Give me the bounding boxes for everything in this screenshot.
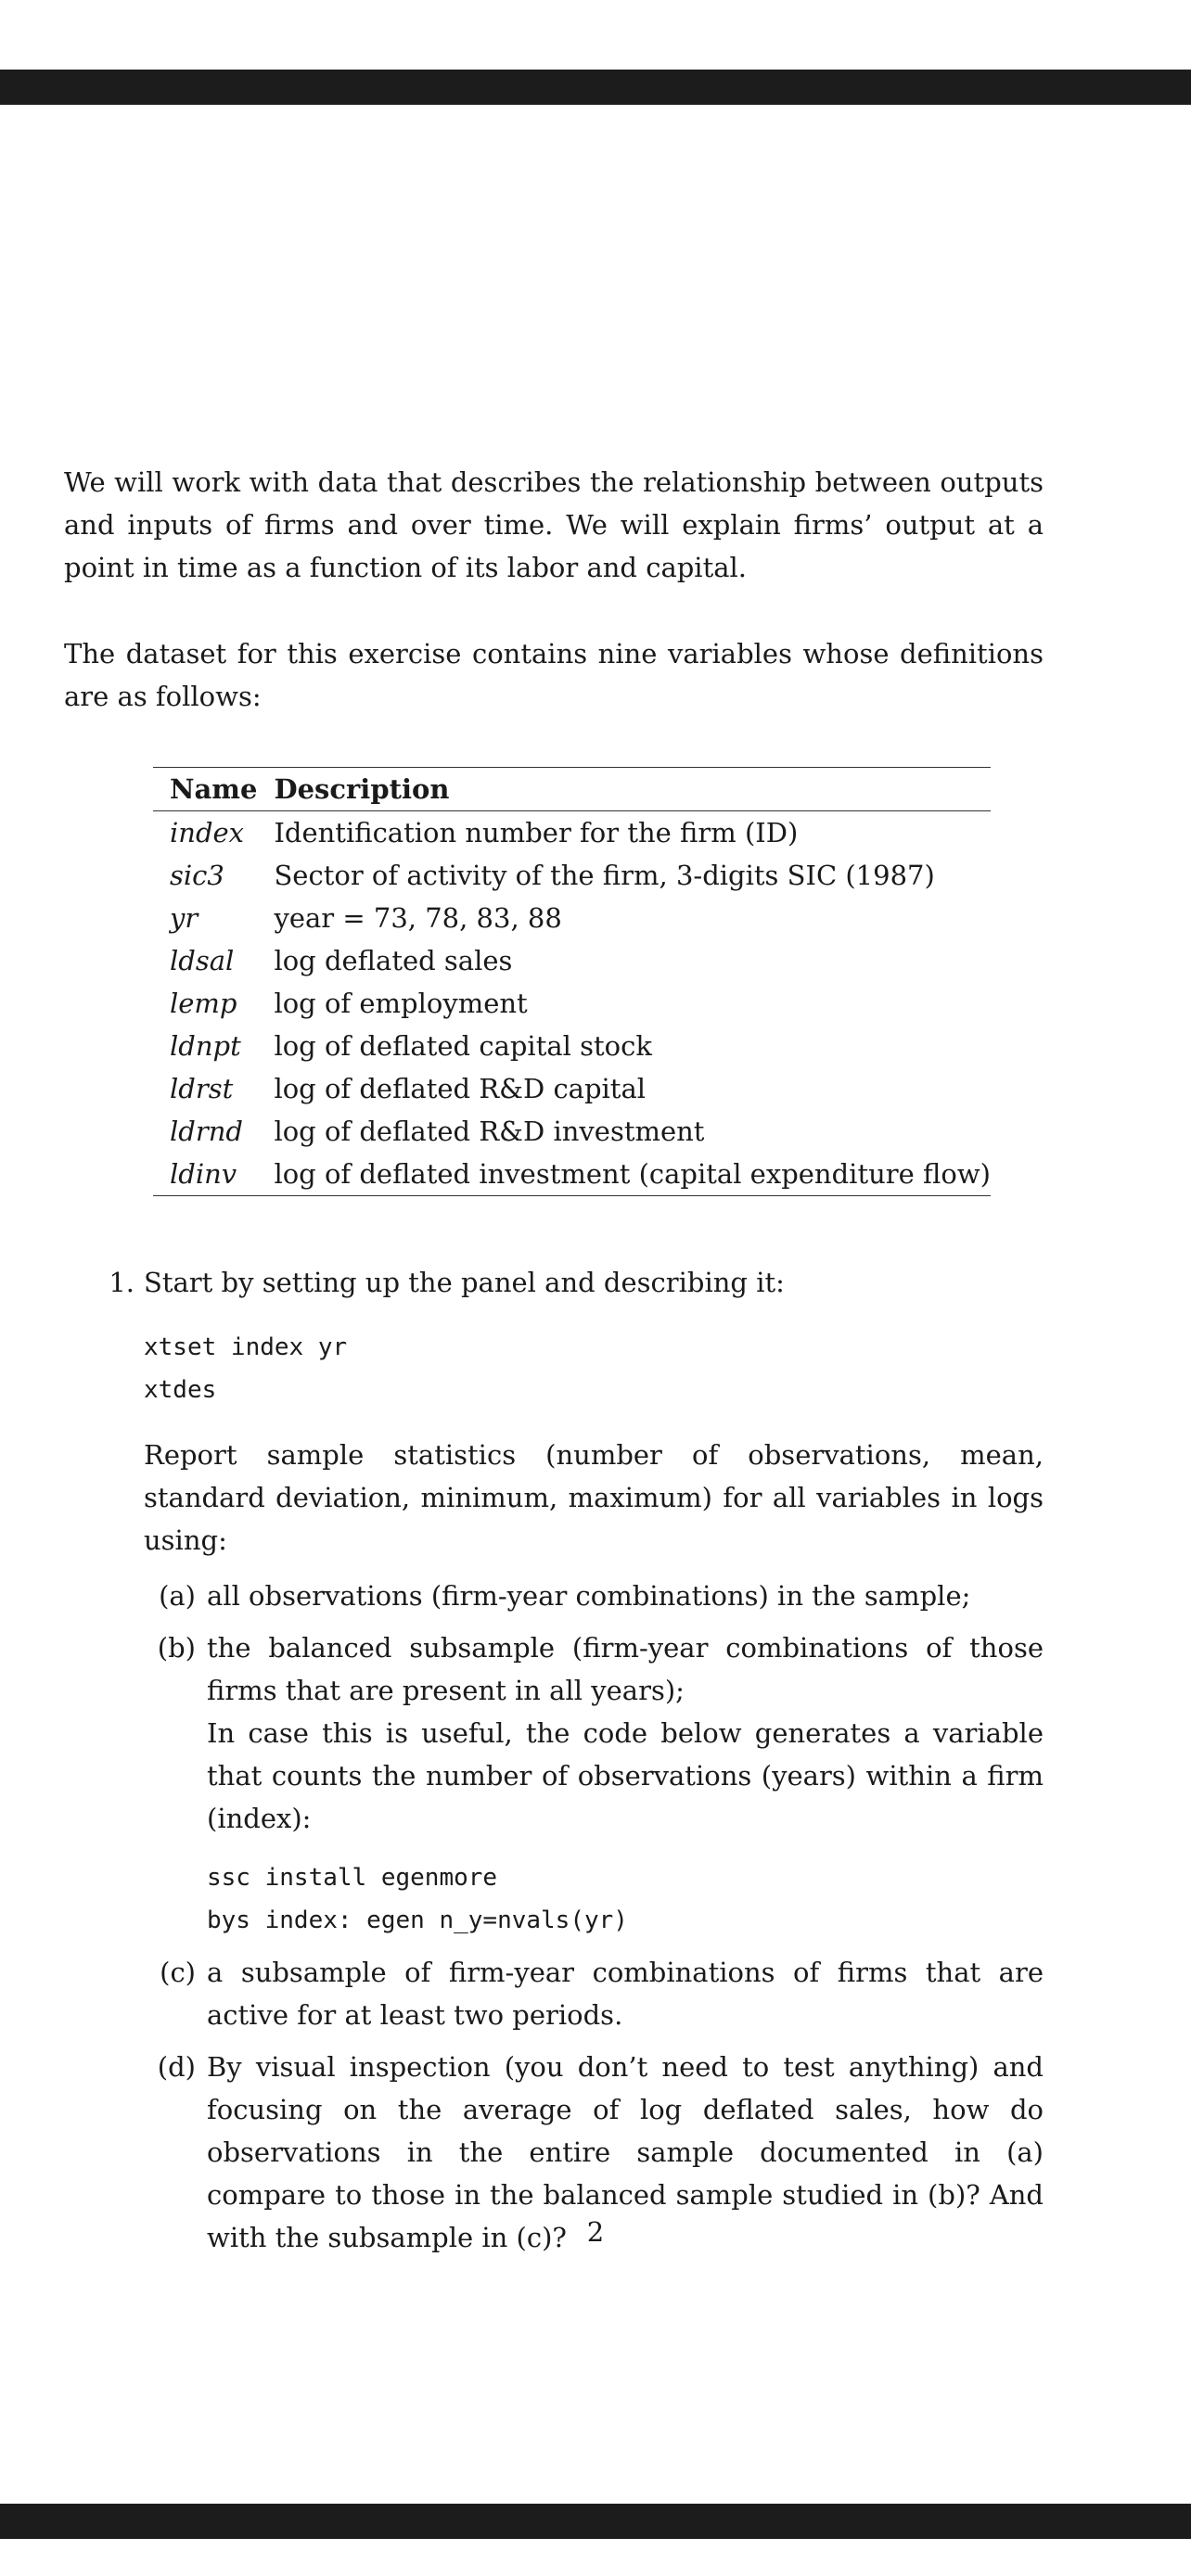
table-row [153, 1110, 991, 1153]
var-desc: log of deflated capital stock [274, 1030, 652, 1062]
part-text: a subsample of firm-year combinations of firms that are active for at least two periods. [207, 1957, 1044, 2031]
part-label: (b) [157, 1632, 196, 1664]
variables-table [153, 767, 991, 1196]
var-desc: year = 73, 78, 83, 88 [274, 902, 562, 934]
part-label: (c) [160, 1957, 196, 1988]
table-row [153, 1153, 991, 1196]
question-lead: Start by setting up the panel and describing it: [144, 1267, 785, 1298]
table-row [153, 811, 991, 855]
var-desc: Identification number for the firm (ID) [274, 817, 799, 848]
table-row [153, 897, 991, 939]
table-row [153, 982, 991, 1025]
dataset-paragraph: The dataset for this exercise contains nine variables whose definitions are as follows: [64, 638, 1044, 712]
var-desc: log deflated sales [274, 945, 513, 976]
header-name: Name [153, 768, 257, 811]
report-paragraph: Report sample statistics (number of observations, mean, standard deviation, minimum, maximum) for all variables in logs using: [144, 1439, 1044, 1556]
table-row [153, 854, 991, 897]
code-line: xtdes [144, 1376, 217, 1404]
part-text: By visual inspection (you don’t need to test anything) and focusing on the average of log deflated sales, how do observations in the entire sample documented in (a) compare to those in the balanced sample studied in (b)? And with the subsample in (c)? [207, 2051, 1044, 2253]
code-block-egen [207, 1856, 1044, 1942]
var-name: lemp [170, 988, 237, 1019]
var-name: yr [170, 902, 198, 934]
var-desc: Sector of activity of the firm, 3-digits SIC (1987) [274, 860, 935, 891]
page-number: 2 [586, 2216, 605, 2248]
part-label: (a) [159, 1580, 196, 1612]
top-bar [0, 70, 1191, 105]
bottom-bar [0, 2504, 1191, 2539]
code-line: bys index: egen n_y=nvals(yr) [207, 1906, 628, 1934]
part-text: all observations (firm-year combinations) in the sample; [207, 1580, 971, 1612]
part-text: the balanced subsample (firm-year combinations of those firms that are present in all years); [207, 1632, 1044, 1706]
code-line: ssc install egenmore [207, 1864, 498, 1892]
intro-paragraph: We will work with data that describes the relationship between outputs and inputs of firms and over time. We will explain firms’ output at a point in time as a function of its labor and capital. [64, 466, 1044, 583]
code-line: xtset index yr [144, 1333, 348, 1361]
part-b [144, 1626, 1044, 1942]
var-name: index [170, 817, 245, 848]
table-row [153, 1067, 991, 1110]
var-desc: log of employment [274, 988, 528, 1019]
part-a [144, 1575, 1044, 1617]
header-description: Description [257, 768, 991, 811]
var-name: ldsal [170, 945, 235, 976]
code-block-setup [144, 1326, 1044, 1411]
question-number: 1. [109, 1267, 134, 1298]
table-header-row [153, 768, 991, 811]
question-body [144, 1261, 1044, 2259]
var-name: ldinv [170, 1158, 237, 1190]
part-note: In case this is useful, the code below generates a variable that counts the number of observations (years) within a firm (index): [207, 1717, 1044, 1834]
var-name: ldrnd [170, 1116, 243, 1147]
page-content [64, 461, 1044, 2259]
var-desc: log of deflated R&D capital [274, 1073, 647, 1104]
question-1 [64, 1261, 1044, 2259]
part-c [144, 1951, 1044, 2036]
part-label: (d) [157, 2051, 196, 2083]
var-name: ldrst [170, 1073, 234, 1104]
var-desc: log of deflated R&D investment [274, 1116, 705, 1147]
table-row [153, 1025, 991, 1067]
table-row [153, 939, 991, 982]
var-name: sic3 [170, 860, 224, 891]
var-name: ldnpt [170, 1030, 241, 1062]
var-desc: log of deflated investment (capital expenditure flow) [274, 1158, 991, 1190]
